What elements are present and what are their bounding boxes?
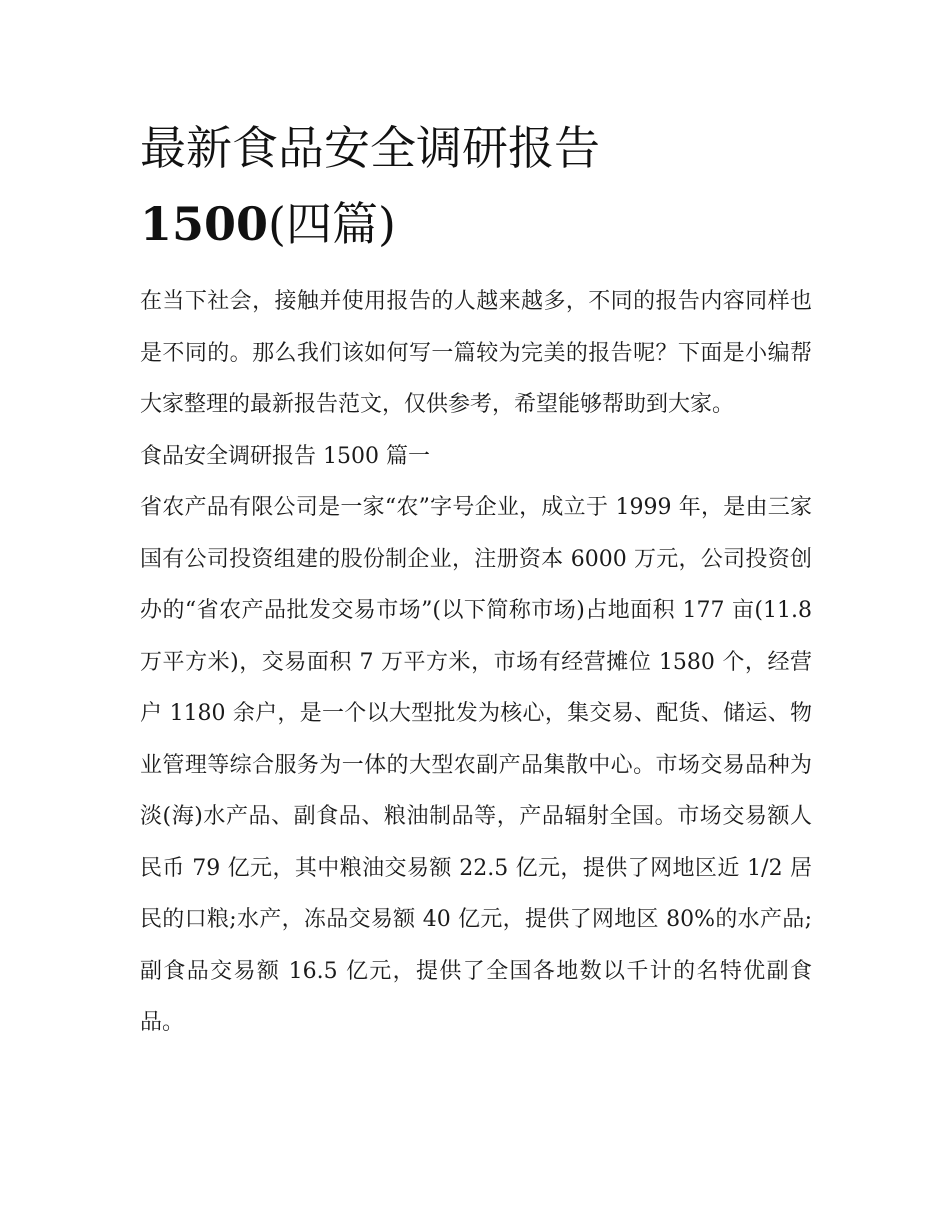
title-suffix: (四篇) [268,197,396,251]
section-paragraph: 省农产品有限公司是一家“农”字号企业，成立于 1999 年，是由三家国有公司投资组建的股份制企业，注册资本 6000 万元，公司投资创办的“省农产品批发交易市场”(以下简称市场)占地面积 177 亩(11.8 万平方米)，交易面积 7 万平方米，市场有经营摊位 1580 个，经营户 1180 余户，是一个以大型批发为核心，集交易、配货、储运、物业管理等综合服务为一体的大型农副产品集散中心。市场交易品种为淡(海)水产品、副食品、粮油制品等，产品辐射全国。市场交易额人民币 79 亿元，其中粮油交易额 22.5 亿元，提供了网地区近 1/2 居民的口粮;水产，冻品交易额 40 亿元，提供了网地区 80%的水产品;副食品交易额 16.5 亿元，提供了全国各地数以千计的名特优副食品。 [140,495,812,1035]
document-title [140,110,820,262]
title-number: 1500 [140,197,269,251]
document-body [140,276,812,1049]
title-line-1: 最新食品安全调研报告 [140,121,600,175]
intro-paragraph: 在当下社会，接触并使用报告的人越来越多，不同的报告内容同样也是不同的。那么我们该如何写一篇较为完美的报告呢？下面是小编帮大家整理的最新报告范文，仅供参考，希望能够帮助到大家。 [140,289,812,417]
section-heading: 食品安全调研报告 1500 篇一 [140,443,430,469]
